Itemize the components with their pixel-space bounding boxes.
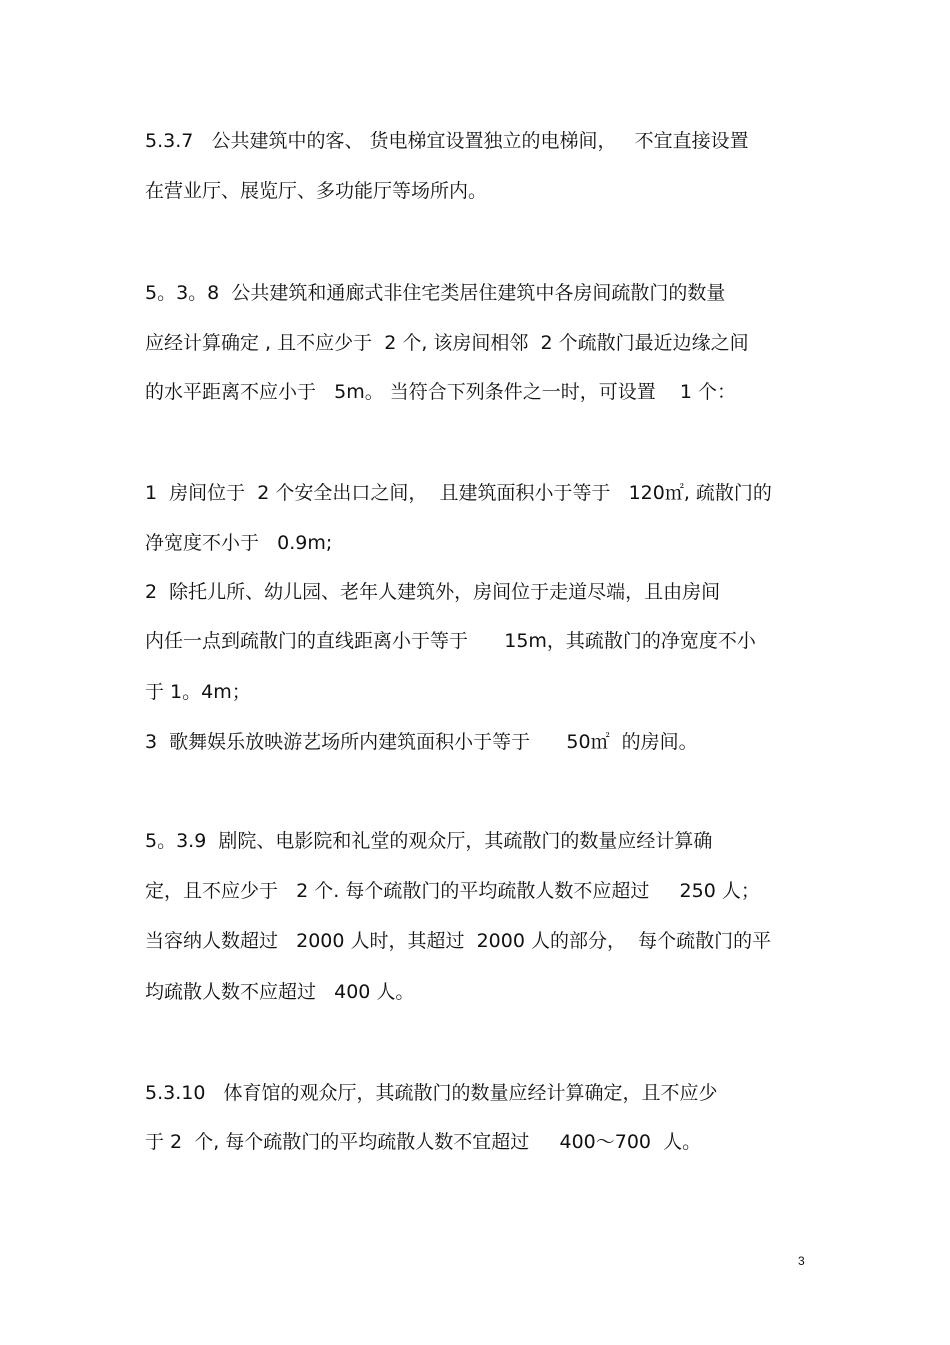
condition-1-line-2: 净宽度不小于 0.9m; xyxy=(145,532,333,554)
clause-5-3-10-line-1: 5.3.10 体育馆的观众厅，其疏散门的数量应经计算确定，且不应少 xyxy=(145,1082,718,1104)
clause-5-3-8-line-3: 的水平距离不应小于 5m。 当符合下列条件之一时，可设置 1 个： xyxy=(145,381,737,403)
clause-5-3-10-line-2: 于 2 个, 每个疏散门的平均疏散人数不宜超过 400～700 人。 xyxy=(145,1131,702,1153)
clause-5-3-9-line-1: 5。3.9 剧院、电影院和礼堂的观众厅，其疏散门的数量应经计算确 xyxy=(145,830,713,852)
clause-5-3-9-line-2: 定，且不应少于 2 个. 每个疏散门的平均疏散人数不应超过 250 人； xyxy=(145,880,760,902)
condition-2-line-3: 于 1。4m； xyxy=(145,681,251,703)
condition-2-line-2: 内任一点到疏散门的直线距离小于等于 15m，其疏散门的净宽度不小 xyxy=(145,630,756,652)
condition-1-line-1: 1 房间位于 2 个安全出口之间， 且建筑面积小于等于 120㎡, 疏散门的 xyxy=(145,482,772,504)
condition-2-line-1: 2 除托儿所、幼儿园、老年人建筑外，房间位于走道尽端，且由房间 xyxy=(145,581,721,603)
clause-5-3-8-line-2: 应经计算确定 , 且不应少于 2 个, 该房间相邻 2 个疏散门最近边缘之间 xyxy=(145,332,749,354)
condition-3-line-1: 3 歌舞娱乐放映游艺场所内建筑面积小于等于 50㎡ 的房间。 xyxy=(145,731,698,753)
clause-5-3-9-line-3: 当容纳人数超过 2000 人时，其超过 2000 人的部分， 每个疏散门的平 xyxy=(145,930,772,952)
clause-5-3-7-line-2: 在营业厅、展览厅、多功能厅等场所内。 xyxy=(145,180,488,202)
clause-5-3-9-line-4: 均疏散人数不应超过 400 人。 xyxy=(145,981,415,1003)
page-number: 3 xyxy=(798,1254,805,1268)
clause-5-3-7-line-1: 5.3.7 公共建筑中的客、 货电梯宜设置独立的电梯间， 不宜直接设置 xyxy=(145,130,749,152)
clause-5-3-8-line-1: 5。3。8 公共建筑和通廊式非住宅类居住建筑中各房间疏散门的数量 xyxy=(145,282,726,304)
